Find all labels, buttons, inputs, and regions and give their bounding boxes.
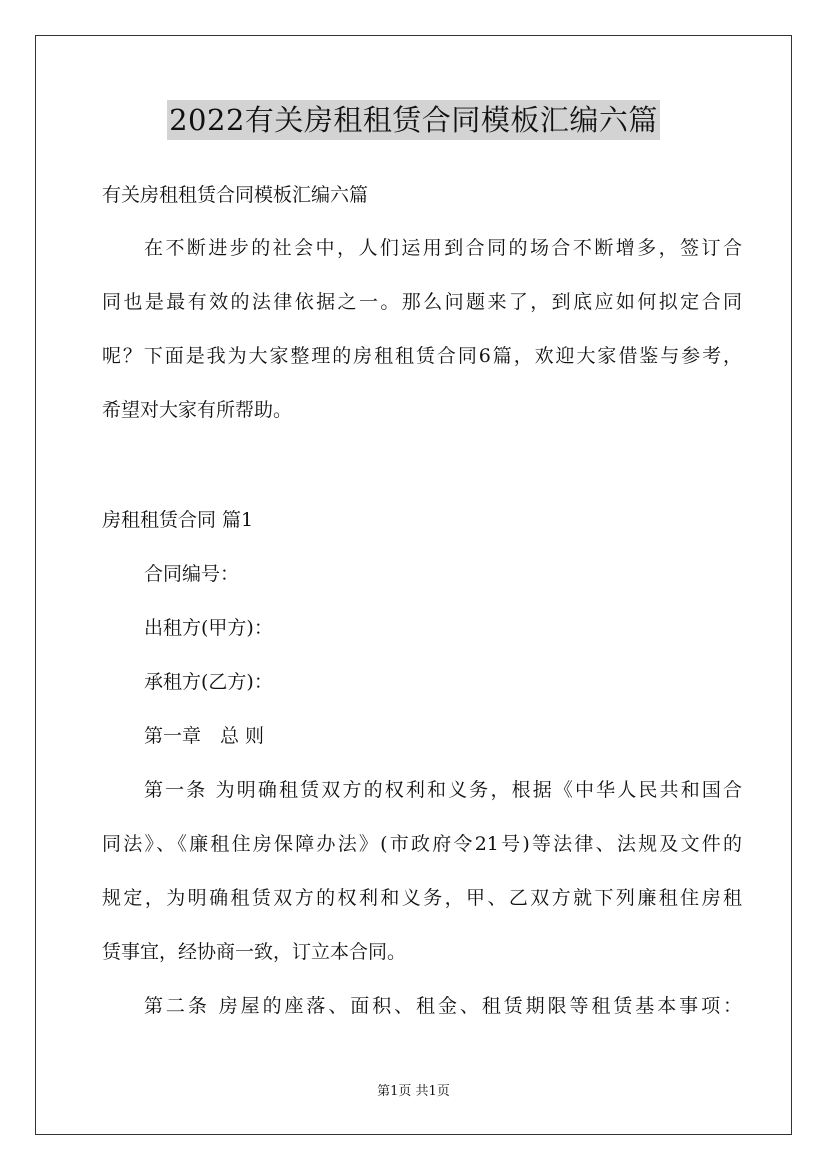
intro-line-3: 呢？下面是我为大家整理的房租租赁合同6篇，欢迎大家借鉴与参考， (102, 345, 742, 367)
intro-line-1: 在不断进步的社会中，人们运用到合同的场合不断增多，签订合 (144, 237, 742, 259)
contract-number-field: 合同编号： (144, 563, 240, 585)
intro-line-2: 同也是最有效的法律依据之一。那么问题来了，到底应如何拟定合同 (102, 291, 742, 313)
chapter-heading: 第一章 总 则 (144, 725, 265, 747)
title-container (0, 100, 827, 140)
article1-line-3: 规定，为明确租赁双方的权利和义务，甲、乙双方就下列廉租住房租 (102, 887, 742, 909)
article1-line-2: 同法》、《廉租住房保障办法》(市政府令21号)等法律、法规及文件的 (102, 833, 742, 855)
page-footer: 第1页 共1页 (377, 1084, 450, 1099)
lessee-field: 承租方(乙方)： (144, 671, 273, 693)
article1-line-1: 第一条 为明确租赁双方的权利和义务，根据《中华人民共和国合 (144, 779, 742, 801)
article1-line-4: 赁事宜，经协商一致，订立本合同。 (102, 941, 407, 963)
section-heading: 房租租赁合同 篇1 (102, 509, 254, 531)
lessor-field: 出租方(甲方)： (144, 617, 273, 639)
document-title: 2022有关房租租赁合同模板汇编六篇 (167, 100, 660, 140)
document-subtitle: 有关房租租赁合同模板汇编六篇 (102, 184, 369, 206)
intro-line-4: 希望对大家有所帮助。 (102, 399, 293, 421)
article2-line: 第二条 房屋的座落、面积、租金、租赁期限等租赁基本事项： (144, 995, 742, 1017)
